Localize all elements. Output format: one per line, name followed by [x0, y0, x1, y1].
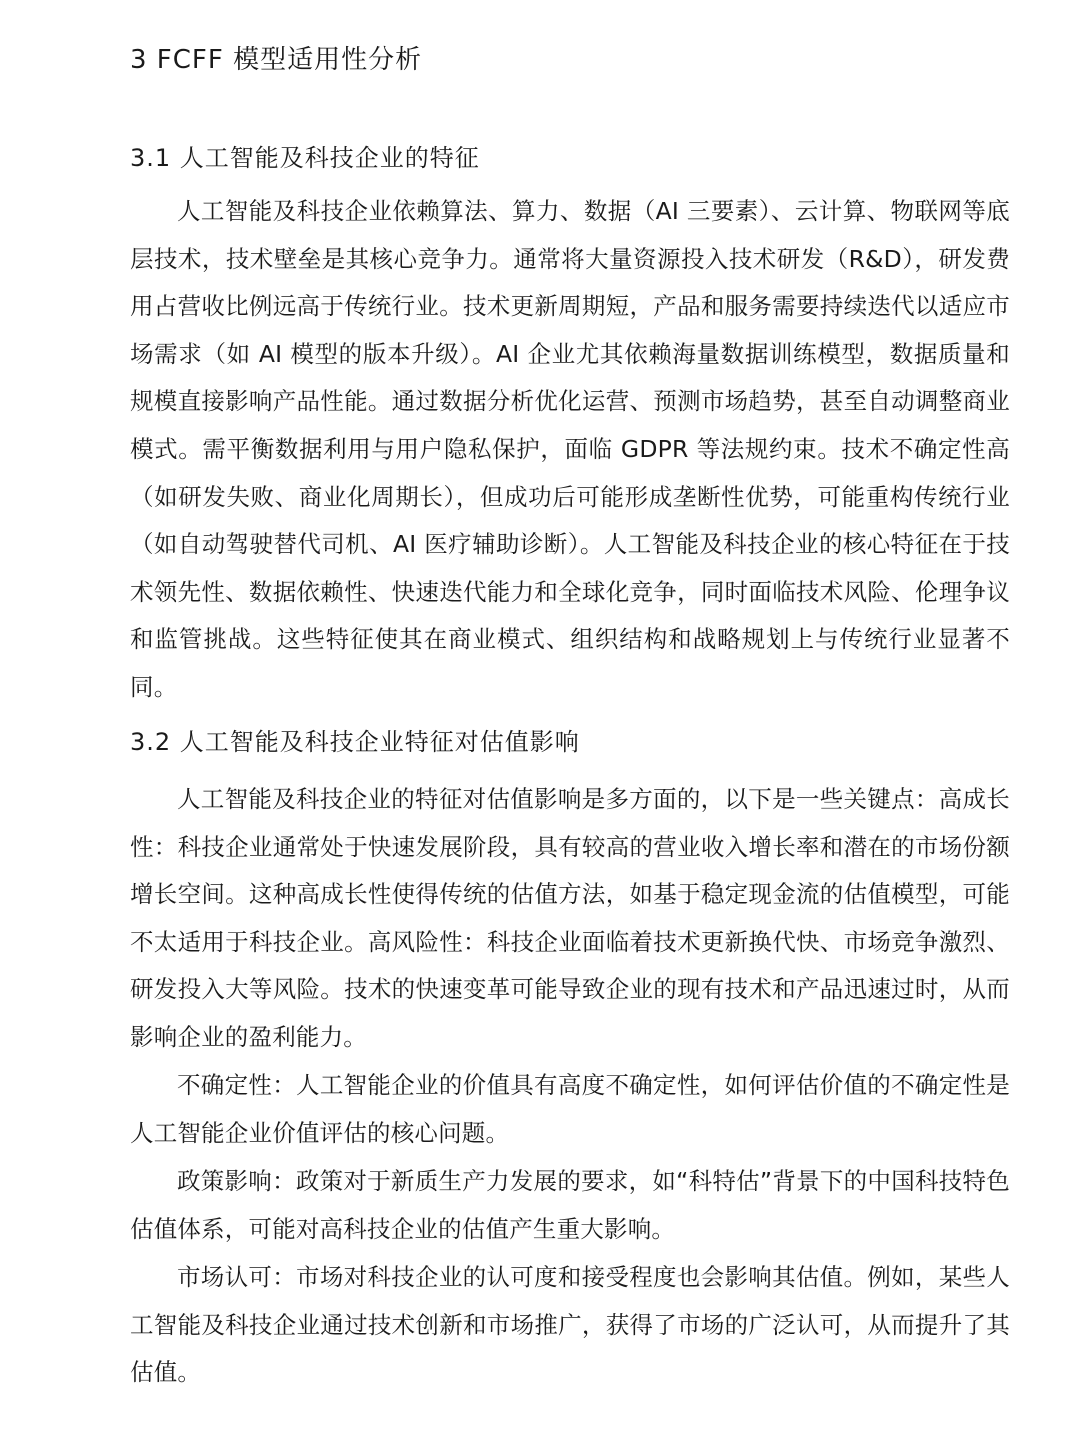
section-heading-3-2: 3.2 人工智能及科技企业特征对估值影响 — [130, 728, 580, 756]
section-3-2-paragraph-3: 政策影响：政策对于新质生产力发展的要求，如“科特估”背景下的中国科技特色估值体系，可能对高科技企业的估值产生重大影响。 — [130, 1167, 1010, 1243]
section-3-2-paragraph-1: 人工智能及科技企业的特征对估值影响是多方面的，以下是一些关键点：高成长性：科技企业通常处于快速发展阶段，具有较高的营业收入增长率和潜在的市场份额增长空间。这种高成长性使得传统的估值方法，如基于稳定现金流的估值模型，可能不太适用于科技企业。高风险性：科技企业面临着技术更新换代快、市场竞争激烈、研发投入大等风险。技术的快速变革可能导致企业的现有技术和产品迅速过时，从而影响企业的盈利能力。 — [130, 785, 1010, 1051]
section-3-1-paragraph: 人工智能及科技企业依赖算法、算力、数据（AI 三要素）、云计算、物联网等底层技术，技术壁垒是其核心竞争力。通常将大量资源投入技术研发（R&D），研发费用占营收比例远高于传统行业。技术更新周期短，产品和服务需要持续迭代以适应市场需求（如 AI 模型的版本升级）。AI 企业尤其依赖海量数据训练模型，数据质量和规模直接影响产品性能。通过数据分析优化运营、预测市场趋势，甚至自动调整商业模式。需平衡数据利用与用户隐私保护，面临 GDPR 等法规约束。技术不确定性高（如研发失败、商业化周期长），但成功后可能形成垄断性优势，可能重构传统行业（如自动驾驶替代司机、AI 医疗辅助诊断）。人工智能及科技企业的核心特征在于技术领先性、数据依赖性、快速迭代能力和全球化竞争，同时面临技术风险、伦理争议和监管挑战。这些特征使其在商业模式、组织结构和战略规划上与传统行业显著不同。 — [130, 197, 1010, 701]
section-3-2-paragraph-2: 不确定性：人工智能企业的价值具有高度不确定性，如何评估价值的不确定性是人工智能企业价值评估的核心问题。 — [130, 1071, 1010, 1147]
section-3-2-paragraph-4: 市场认可：市场对科技企业的认可度和接受程度也会影响其估值。例如，某些人工智能及科技企业通过技术创新和市场推广，获得了市场的广泛认可，从而提升了其估值。 — [130, 1263, 1010, 1387]
section-heading-3-1: 3.1 人工智能及科技企业的特征 — [130, 144, 480, 172]
chapter-title: 3 FCFF 模型适用性分析 — [130, 45, 423, 75]
